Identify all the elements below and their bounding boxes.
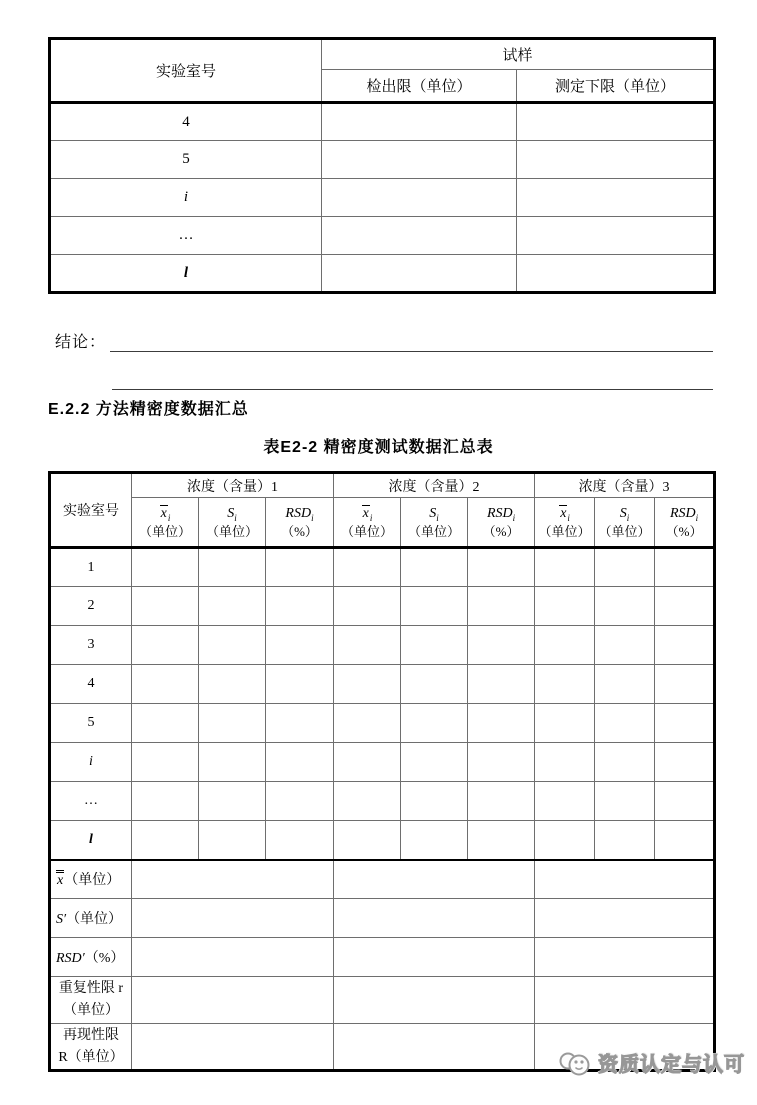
s-prime-row — [50, 899, 715, 938]
empty-cell — [322, 255, 517, 293]
reproducibility-limit-label: 再现性限 R（单位） — [50, 1024, 132, 1071]
empty-cell — [595, 782, 655, 821]
empty-cell — [655, 704, 715, 743]
empty-cell — [132, 626, 199, 665]
empty-cell — [334, 899, 535, 938]
table-row — [50, 821, 715, 860]
s-prime-label: S′（单位） — [50, 899, 132, 938]
table-row — [50, 626, 715, 665]
grand-mean-row — [50, 860, 715, 899]
empty-cell — [266, 821, 334, 860]
empty-cell — [199, 665, 266, 704]
t2-conc-group-1-header: 浓度（含量）1 — [132, 473, 334, 498]
empty-cell — [655, 743, 715, 782]
empty-cell — [595, 821, 655, 860]
empty-cell — [334, 938, 535, 977]
empty-cell — [595, 743, 655, 782]
empty-cell — [595, 704, 655, 743]
empty-cell — [468, 548, 535, 587]
empty-cell — [655, 626, 715, 665]
empty-cell — [517, 217, 715, 255]
empty-cell — [535, 626, 595, 665]
empty-cell — [401, 587, 468, 626]
t2-row-label: 1 — [50, 548, 132, 587]
t1-row-label: 5 — [50, 141, 322, 179]
empty-cell — [322, 217, 517, 255]
empty-cell — [334, 860, 535, 899]
t2-mean-header: $x_i$ （单位） — [132, 498, 199, 548]
empty-cell — [132, 704, 199, 743]
empty-cell — [199, 548, 266, 587]
empty-cell — [517, 103, 715, 141]
empty-cell — [401, 782, 468, 821]
empty-cell — [322, 179, 517, 217]
grand-mean-label: x（单位） — [50, 860, 132, 899]
table2-title: 表E2-2 精密度测试数据汇总表 — [263, 439, 494, 456]
empty-cell — [199, 782, 266, 821]
empty-cell — [655, 782, 715, 821]
empty-cell — [334, 665, 401, 704]
empty-cell — [334, 626, 401, 665]
table-row — [50, 665, 715, 704]
t2-rsd-header: $RSD_i$ （%） — [655, 498, 715, 548]
t2-row-label: l — [50, 821, 132, 860]
empty-cell — [468, 665, 535, 704]
conclusion-label: 结论： — [55, 333, 107, 351]
empty-cell — [132, 587, 199, 626]
empty-cell — [468, 782, 535, 821]
empty-cell — [401, 743, 468, 782]
precision-summary-table — [48, 471, 716, 1072]
table-row — [50, 782, 715, 821]
empty-cell — [334, 587, 401, 626]
empty-cell — [535, 704, 595, 743]
t2-header-row-2 — [50, 498, 715, 548]
empty-cell — [535, 782, 595, 821]
empty-cell — [132, 743, 199, 782]
empty-cell — [517, 179, 715, 217]
t1-lab-no-header: 实验室号 — [50, 39, 322, 103]
t2-row-label: 4 — [50, 665, 132, 704]
rsd-prime-row — [50, 938, 715, 977]
t2-mean-header: $x_i$ （单位） — [334, 498, 401, 548]
section-heading: E.2.2 方法精密度数据汇总 — [48, 401, 249, 418]
empty-cell — [595, 665, 655, 704]
empty-cell — [401, 626, 468, 665]
empty-cell — [266, 704, 334, 743]
empty-cell — [595, 587, 655, 626]
empty-cell — [334, 1024, 535, 1071]
table-row — [50, 179, 715, 217]
empty-cell — [468, 704, 535, 743]
table-row — [50, 548, 715, 587]
repeatability-limit-row — [50, 977, 715, 1024]
empty-cell — [535, 899, 715, 938]
empty-cell — [517, 141, 715, 179]
empty-cell — [535, 821, 595, 860]
t2-stddev-header: $S_i$ （单位） — [595, 498, 655, 548]
table-row — [50, 217, 715, 255]
empty-cell — [266, 548, 334, 587]
empty-cell — [132, 860, 334, 899]
empty-cell — [132, 665, 199, 704]
empty-cell — [199, 821, 266, 860]
empty-cell — [535, 665, 595, 704]
empty-cell — [401, 704, 468, 743]
table-row — [50, 587, 715, 626]
reproducibility-limit-row — [50, 1024, 715, 1071]
empty-cell — [535, 1024, 715, 1071]
t2-row-label: … — [50, 782, 132, 821]
empty-cell — [655, 665, 715, 704]
t1-row-label: 4 — [50, 103, 322, 141]
empty-cell — [334, 782, 401, 821]
table-row — [50, 141, 715, 179]
empty-cell — [132, 899, 334, 938]
empty-cell — [266, 665, 334, 704]
empty-cell — [595, 626, 655, 665]
empty-cell — [517, 255, 715, 293]
t2-row-label: 5 — [50, 704, 132, 743]
repeatability-limit-label: 重复性限 r （单位） — [50, 977, 132, 1024]
empty-cell — [655, 821, 715, 860]
empty-cell — [535, 548, 595, 587]
empty-cell — [132, 977, 334, 1024]
empty-cell — [655, 587, 715, 626]
empty-cell — [266, 782, 334, 821]
t1-row-label: i — [50, 179, 322, 217]
empty-cell — [535, 587, 595, 626]
empty-cell — [132, 782, 199, 821]
empty-cell — [199, 587, 266, 626]
empty-cell — [401, 665, 468, 704]
t1-row-label: … — [50, 217, 322, 255]
empty-cell — [468, 821, 535, 860]
empty-cell — [334, 548, 401, 587]
empty-cell — [535, 977, 715, 1024]
empty-cell — [132, 938, 334, 977]
t2-conc-group-3-header: 浓度（含量）3 — [535, 473, 715, 498]
t2-row-label: 2 — [50, 587, 132, 626]
detection-limit-table — [48, 37, 716, 294]
t2-rsd-header: $RSD_i$ （%） — [266, 498, 334, 548]
table-row — [50, 743, 715, 782]
empty-cell — [401, 821, 468, 860]
rsd-prime-label: RSD′（%） — [50, 938, 132, 977]
t1-lower-limit-header: 测定下限（单位） — [517, 70, 715, 103]
empty-cell — [266, 626, 334, 665]
empty-cell — [266, 587, 334, 626]
t2-conc-group-2-header: 浓度（含量）2 — [334, 473, 535, 498]
t2-row-label: i — [50, 743, 132, 782]
empty-cell — [322, 103, 517, 141]
empty-cell — [595, 548, 655, 587]
conclusion-blank-line-2 — [112, 352, 713, 390]
t2-header-row-1 — [50, 473, 715, 498]
empty-cell — [334, 821, 401, 860]
empty-cell — [132, 548, 199, 587]
t1-sample-header: 试样 — [322, 39, 715, 70]
t2-mean-header: $x_i$ （单位） — [535, 498, 595, 548]
empty-cell — [468, 587, 535, 626]
t2-rsd-header: $RSD_i$ （%） — [468, 498, 535, 548]
empty-cell — [401, 548, 468, 587]
empty-cell — [199, 704, 266, 743]
t1-detection-limit-header: 检出限（单位） — [322, 70, 517, 103]
table-row — [50, 255, 715, 293]
empty-cell — [468, 626, 535, 665]
empty-cell — [199, 743, 266, 782]
conclusion-blank-line-1 — [110, 325, 713, 352]
empty-cell — [535, 743, 595, 782]
t2-stddev-header: $S_i$ （单位） — [199, 498, 266, 548]
empty-cell — [132, 1024, 334, 1071]
t1-header-row-1 — [50, 39, 715, 70]
conclusion-block — [55, 326, 713, 390]
empty-cell — [334, 977, 535, 1024]
t1-row-label: l — [50, 255, 322, 293]
t2-row-label: 3 — [50, 626, 132, 665]
empty-cell — [199, 626, 266, 665]
empty-cell — [334, 704, 401, 743]
empty-cell — [468, 743, 535, 782]
t2-lab-no-header: 实验室号 — [50, 473, 132, 548]
empty-cell — [334, 743, 401, 782]
table-row — [50, 704, 715, 743]
watermark-text: 资质认定与认可 — [598, 1054, 745, 1076]
empty-cell — [266, 743, 334, 782]
empty-cell — [535, 938, 715, 977]
empty-cell — [322, 141, 517, 179]
table-row — [50, 103, 715, 141]
empty-cell — [655, 548, 715, 587]
t2-stddev-header: $S_i$ （单位） — [401, 498, 468, 548]
empty-cell — [535, 860, 715, 899]
empty-cell — [132, 821, 199, 860]
